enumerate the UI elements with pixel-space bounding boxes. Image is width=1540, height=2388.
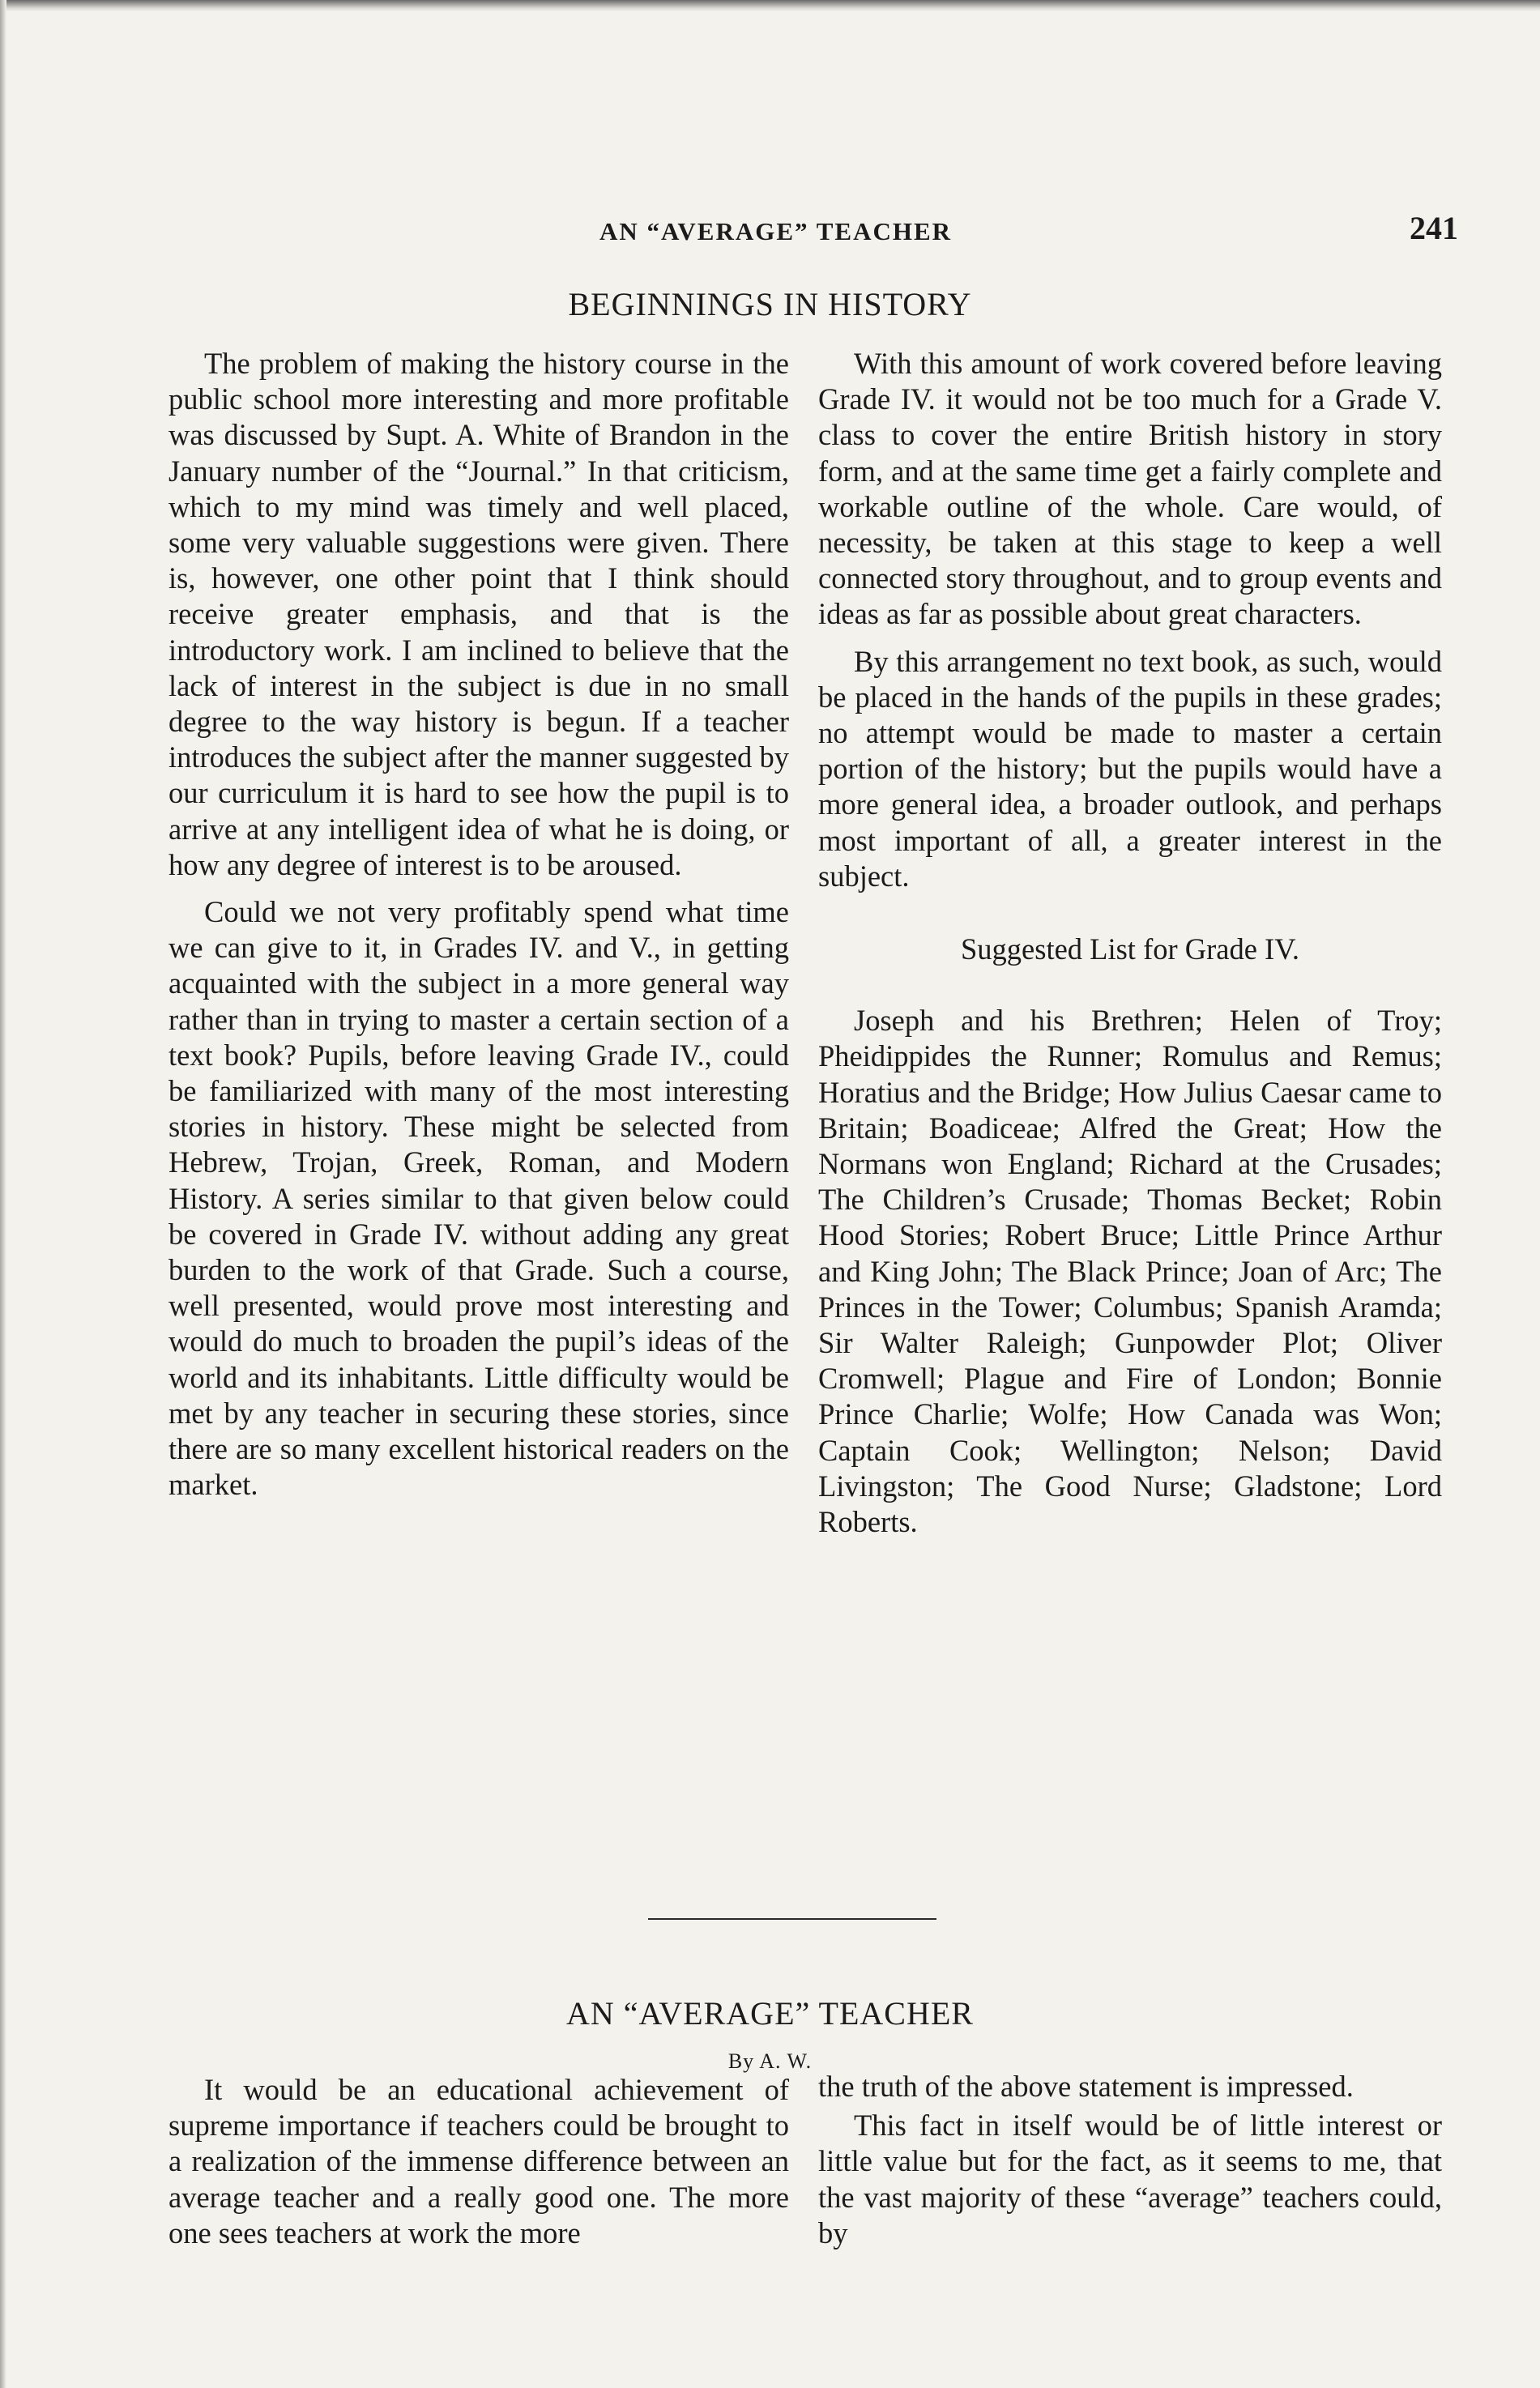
page-edge-shadow-top bbox=[0, 0, 1540, 11]
page-number: 241 bbox=[1410, 210, 1458, 246]
article-separator-rule bbox=[648, 1918, 936, 1920]
article2-paragraph-1: It would be an educational achievement of supreme importance if teachers could be brought to a realization of the immense difference between an average teacher and a really good one. The more one sees teachers at work the more bbox=[169, 2073, 789, 2249]
article1-paragraph-1: The problem of making the history course in the public school more interesting and more profitable was discussed by Supt. A. White of Brandon in the January number of the “Journal.” In that criticism, which to my mind was timely and well placed, some very valuable suggestions were given. There is, however, one other point that I think should receive greater emphasis, and that is the introductory work. I am inclined to believe that the lack of interest in the subject is due in no small degree to the way history is begun. If a teacher introduces the subject after the manner suggested by our curriculum it is hard to see how the pupil is to arrive at any intelligent idea of what he is doing, or how any degree of interest is to be aroused. bbox=[169, 347, 789, 881]
article1-left-column bbox=[169, 346, 789, 1503]
article1-paragraph-4: By this arrangement no text book, as such, would be placed in the hands of the pupils in these grades; no attempt would be made to master a certain portion of the history; but the pupils would have a more general idea, a broader outlook, and perhaps most important of all, a greater interest in the subject. bbox=[818, 644, 1442, 893]
article1-paragraph-2: Could we not very profitably spend what time we can give to it, in Grades IV. and V., in getting acquainted with the subject in a more general way rather than in trying to master a certain section of a text book? Pupils, before leaving Grade IV., could be familiarized with many of the most interesting stories in history. These might be selected from Hebrew, Trojan, Greek, Roman, and Modern History. A series similar to that given below could be covered in Grade IV. without adding any great burden to the work of that Grade. Such a course, well presented, would prove most interesting and would do much to broaden the pupil’s ideas of the world and its inhabitants. Little difficulty would be met by any teacher in securing these stories, since there are so many excellent historical readers on the market. bbox=[169, 895, 789, 1502]
suggested-list: Joseph and his Brethren; Helen of Troy; Pheidippides the Runner; Romulus and Remus; Horatius and the Bridge; How Julius Caesar came to Britain; Boadiceae; Alfred the Great; How the Normans won England; Richard at the Crusades; The Children’s Crusade; Thomas Becket; Robin Hood Stories; Robert Bruce; Little Prince Arthur and King John; The Black Prince; Joan of Arc; The Princes in the Tower; Columbus; Spanish Aramda; Sir Walter Raleigh; Gunpowder Plot; Oliver Cromwell; Plague and Fire of London; Bonnie Prince Charlie; Wolfe; How Canada was Won; Captain Cook; Wellington; Nelson; David Livingston; The Good Nurse; Gladstone; Lord Roberts. bbox=[818, 1004, 1442, 1539]
article1-right-column bbox=[818, 346, 1442, 1540]
article-title: BEGINNINGS IN HISTORY bbox=[568, 286, 972, 322]
running-head: AN “AVERAGE” TEACHER bbox=[599, 217, 953, 245]
article2-left-column bbox=[169, 2072, 789, 2251]
list-heading: Suggested List for Grade IV. bbox=[961, 932, 1299, 966]
article2-right-column bbox=[818, 2069, 1442, 2251]
article2-paragraph-3: This fact in itself would be of little interest or little value but for the fact, as it seems to me, that the vast majority of these “average” teachers could, by bbox=[818, 2109, 1442, 2249]
article1-paragraph-3: With this amount of work covered before leaving Grade IV. it would not be too much for a Grade V. class to cover the entire British history in story form, and at the same time get a fairly complete and workable outline of the whole. Care would, of necessity, be taken at this stage to keep a well connected story throughout, and to group events and ideas as far as possible about great characters. bbox=[818, 347, 1442, 631]
article2-title: AN “AVERAGE” TEACHER bbox=[566, 1995, 974, 2032]
article2-paragraph-2: the truth of the above statement is impressed. bbox=[818, 2070, 1354, 2103]
byline: By A. W. bbox=[727, 2049, 813, 2073]
